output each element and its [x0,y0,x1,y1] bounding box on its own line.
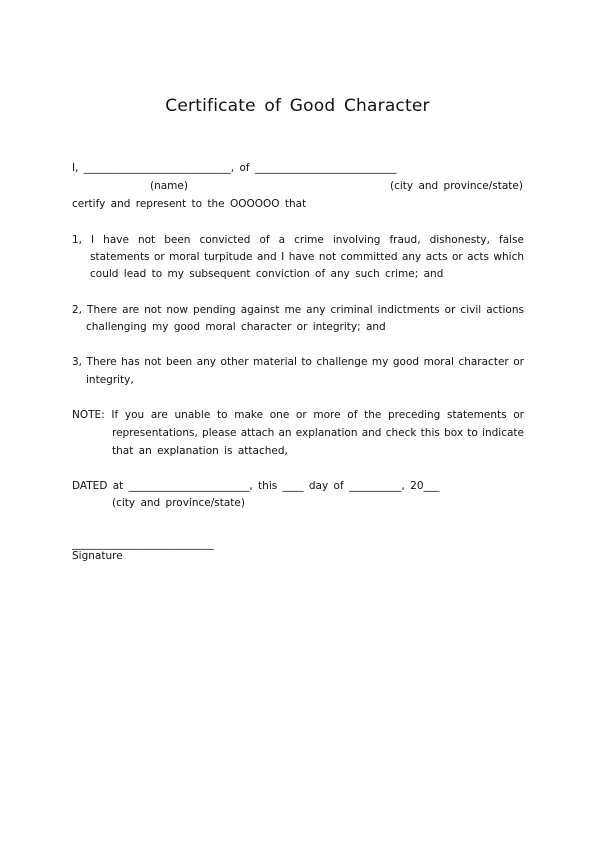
signature-line: ___________________________ [72,538,214,550]
item-1-line-3: could lead to my subsequent conviction of any such crime; and [90,268,444,280]
item-1-line-2: statements or moral turpitude and I have not committed any acts or acts which [90,251,524,263]
note-line-2: representations, please attach an explanation and check this box to indicate [112,427,524,439]
place-field-label: (city and province/state) [390,180,523,192]
name-field-label: (name) [150,180,188,192]
item-1-line-1: 1, I have not been convicted of a crime involving fraud, dishonesty, false [72,234,524,246]
signature-label: Signature [72,550,123,562]
item-2-line-2: challenging my good moral character or integrity; and [86,321,386,333]
item-3-line-2: integrity, [86,374,134,386]
item-3-line-1: 3, There has not been any other material to challenge my good moral character or [72,356,524,368]
document-title: Certificate of Good Character [165,96,430,116]
intro-line-name-place: I, ____________________________, of ___________________________ [72,162,397,174]
dated-line: DATED at _______________________, this ____ day of __________, 20___ [72,480,440,492]
dated-place-label: (city and province/state) [112,497,245,509]
item-2-line-1: 2, There are not now pending against me any criminal indictments or civil actions [72,304,524,316]
note-line-3: that an explanation is attached, [112,445,288,457]
note-line-1: NOTE: If you are unable to make one or more of the preceding statements or [72,409,524,421]
intro-certify-line: certify and represent to the OOOOOO that [72,198,307,210]
